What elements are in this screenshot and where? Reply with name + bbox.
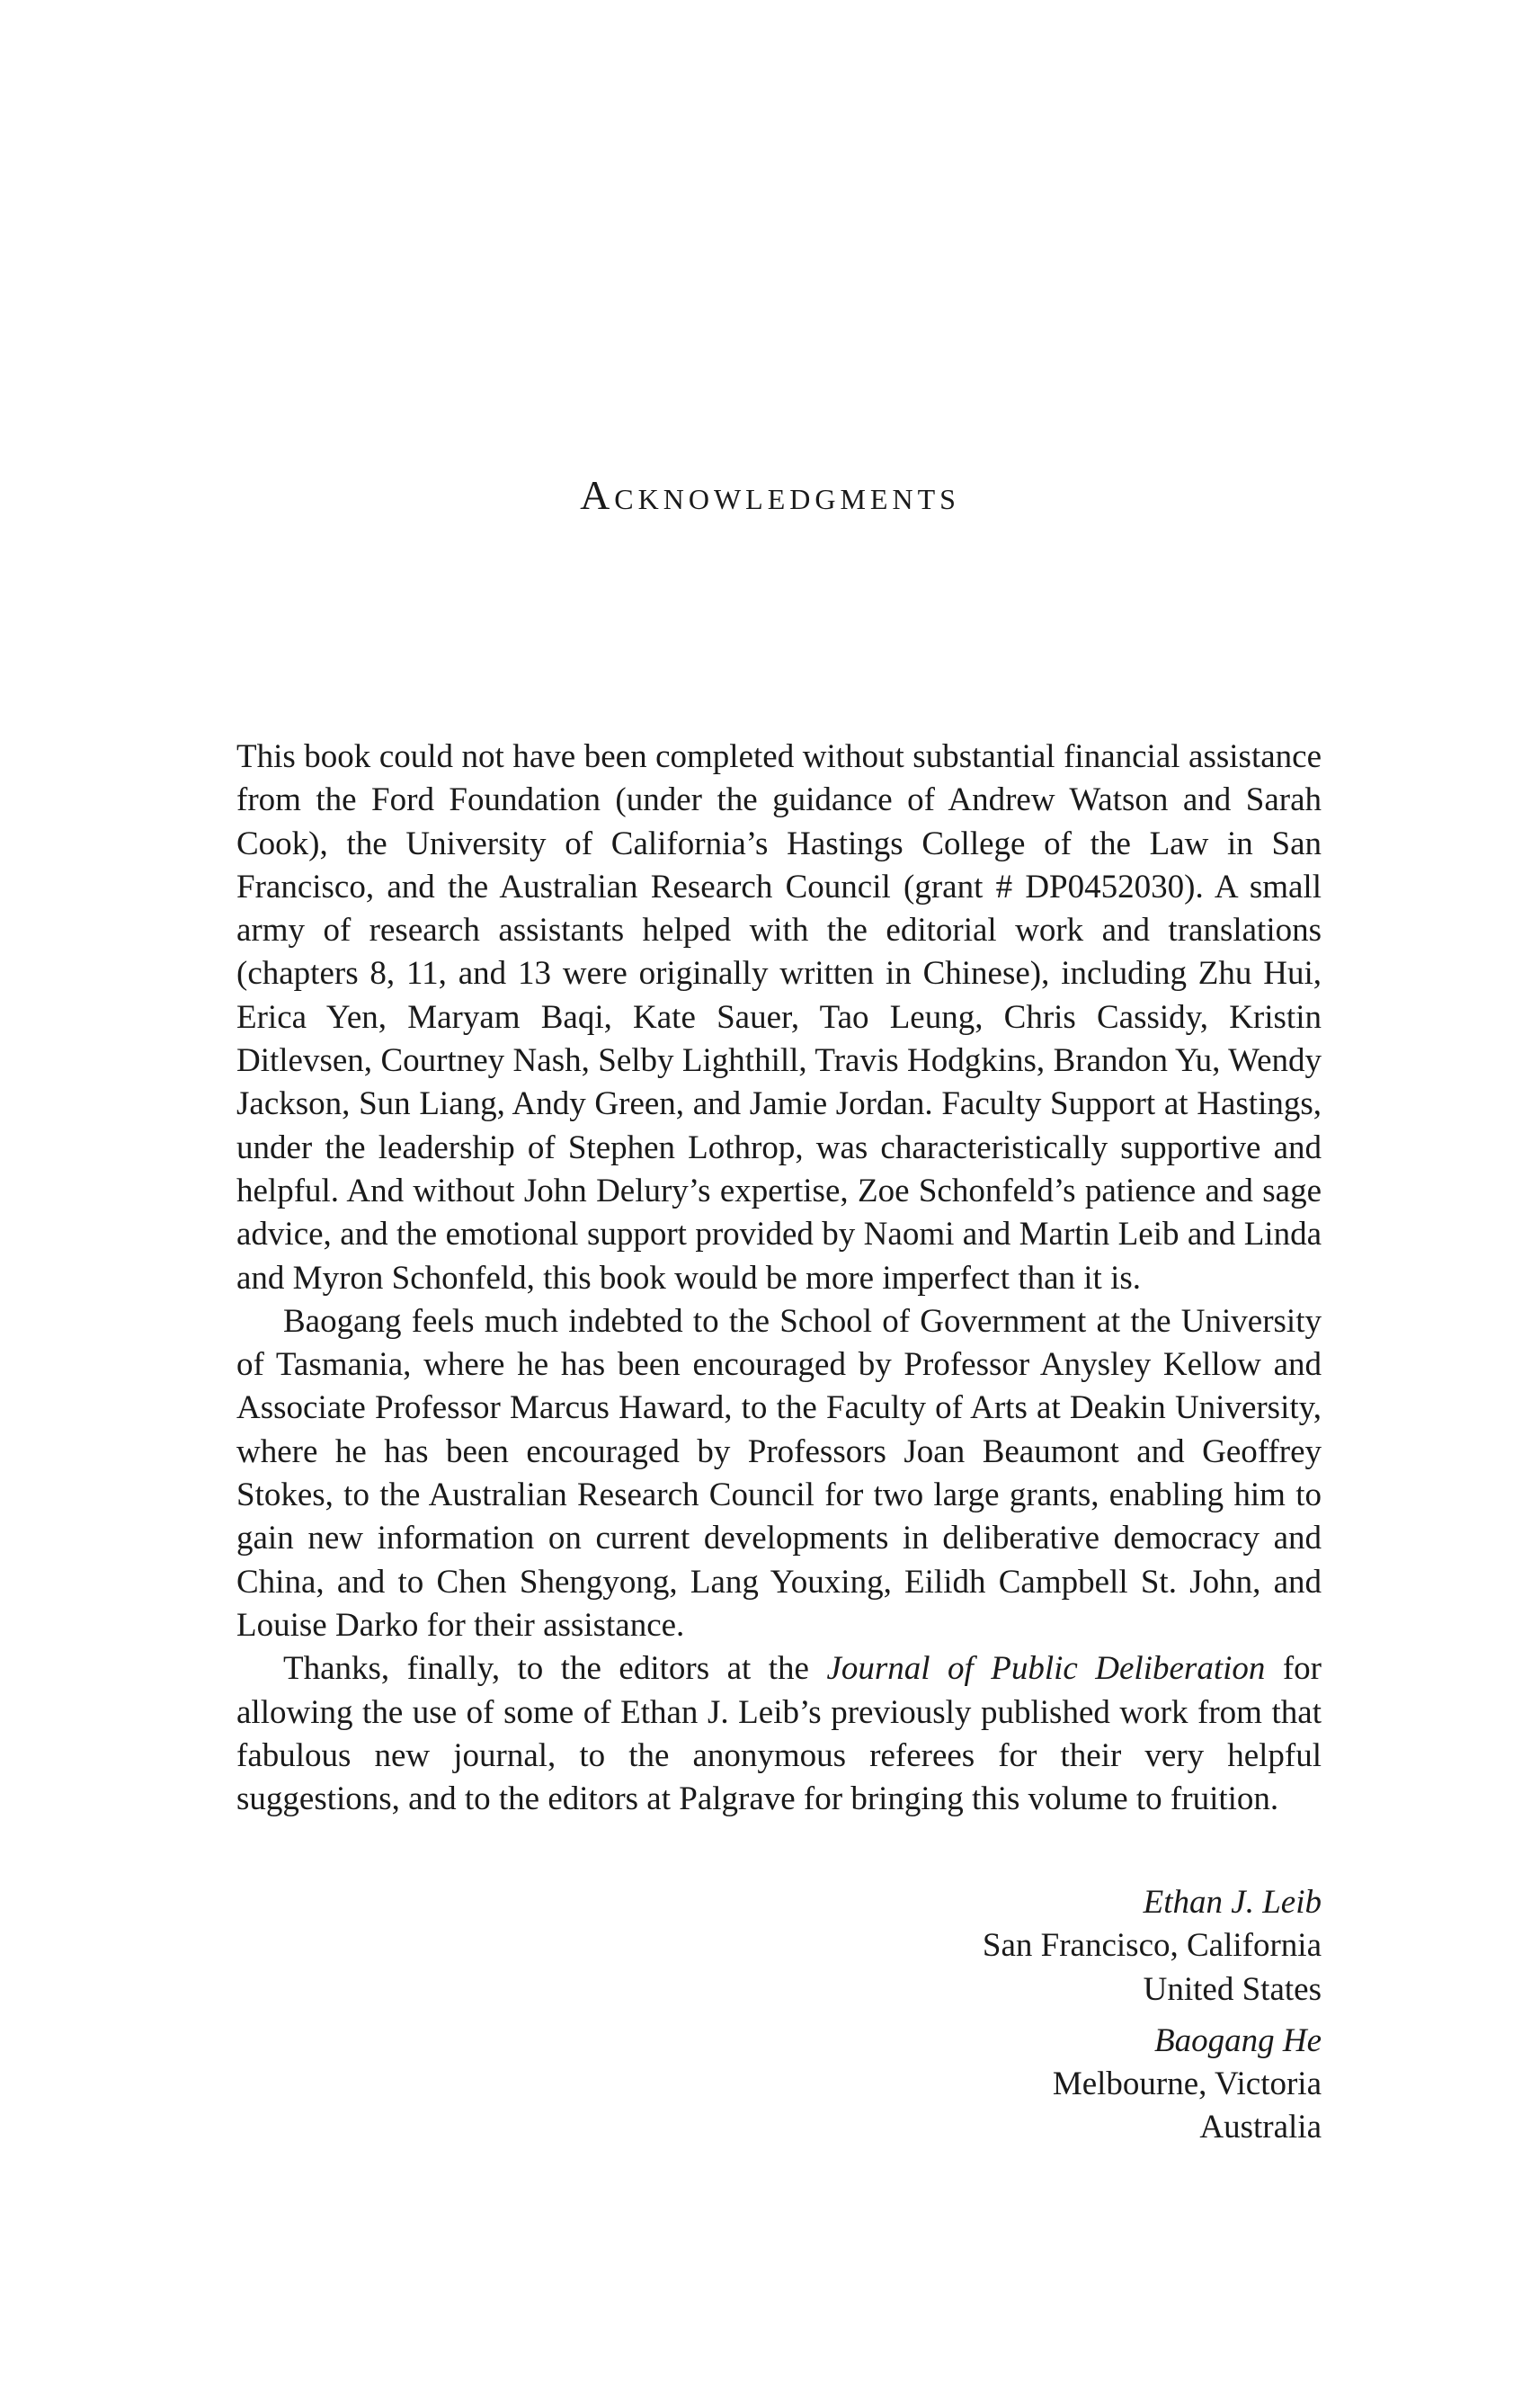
signature-name: Ethan J. Leib xyxy=(1143,1884,1322,1921)
page-title: Acknowledgments xyxy=(580,472,960,518)
signature-he xyxy=(236,2020,1322,2150)
signatures xyxy=(236,1881,1322,2150)
signature-country: Australia xyxy=(1199,2109,1322,2146)
journal-title: Journal of Public Deliberation xyxy=(826,1650,1266,1688)
signature-city: Melbourne, Victoria xyxy=(1052,2065,1322,2103)
paragraph-funding: This book could not have been completed without substantial financial assistance from the Ford Foundation (under the guidance of Andrew Watson and Sarah Cook), the University of California’s Hastings College of the Law in San Francisco, and the Australian Research Council (grant # DP0452030). A small army of research assistants helped with the editorial work and translations (chapters 8, 11, and 13 were originally written in Chinese), including Zhu Hui, Erica Yen, Maryam Baqi, Kate Sauer, Tao Leung, Chris Cassidy, Kristin Ditlevsen, Courtney Nash, Selby Lighthill, Travis Hodgkins, Brandon Yu, Wendy Jackson, Sun Liang, Andy Green, and Jamie Jordan. Faculty Support at Hastings, under the leadership of Stephen Lothrop, was characteristically supportive and helpful. And without John Delury’s expertise, Zoe Schonfeld’s patience and sage advice, and the emotional support provided by Naomi and Martin Leib and Linda and Myron Schonfeld, this book would be more imperfect than it is. xyxy=(236,738,1322,1297)
signature-name: Baogang He xyxy=(1154,2021,1322,2059)
signature-leib xyxy=(236,1881,1322,2012)
paragraph-thanks xyxy=(236,1647,1322,1821)
signature-city: San Francisco, California xyxy=(982,1927,1322,1965)
signature-country: United States xyxy=(1143,1970,1322,2008)
paragraph-thanks-start: Thanks, finally, to the editors at the xyxy=(283,1650,827,1688)
paragraph-thanks-end: for allowing the use of some of Ethan J. Leib’s previously published work from that fabulous new journal, to the anonymous referees for their very helpful suggestions, and to the editors at Palgrave for bringing this volume to fruition. xyxy=(236,1650,1322,1818)
acknowledgments-body xyxy=(236,736,1322,1821)
paragraph-baogang: Baogang feels much indebted to the School of Government at the University of Tasmania, where he has been encouraged by Professor Anysley Kellow and Associate Professor Marcus Haward, to the Faculty of Arts at Deakin University, where he has been encouraged by Professors Joan Beaumont and Geoffrey Stokes, to the Australian Research Council for two large grants, enabling him to gain new information on current developments in deliberative democracy and China, and to Chen Shengyong, Lang Youxing, Eilidh Campbell St. John, and Louise Darko for their assistance. xyxy=(236,1302,1322,1644)
